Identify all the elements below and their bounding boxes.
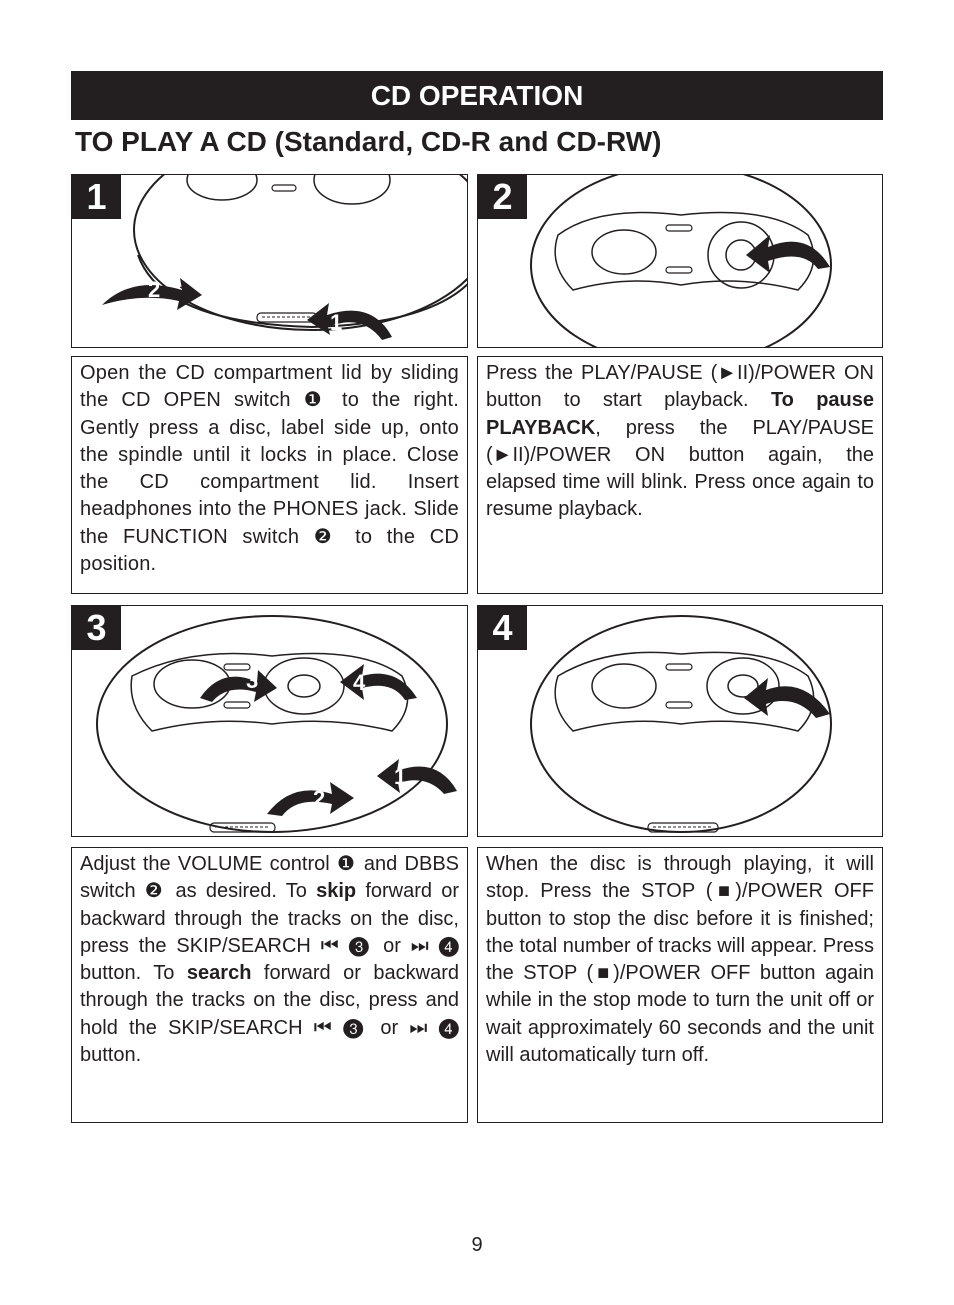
step-4-instructions: When the disc is through playing, it will stop. Press the STOP (■)/POWER OFF button to stop the disc before it is finished; the total number of tracks will appear. Press the STOP (■)/POWER OFF button again while in the stop mode to turn the unit off or wait approximately 60 seconds and the unit will automatically turn off. [477,847,883,1123]
step-number-badge: 4 [478,606,527,650]
step-number-badge: 1 [72,175,121,219]
stop-icon: ■ [593,962,614,985]
step-3-instructions: Adjust the VOLUME control ❶ and DBBS switch ❷ as desired. To skip forward or backward through the tracks on the disc, press the SKIP/SEARCH ⏮ ❸ or ⏭ ❹ button. To search forward or backward through the tracks on the disc, press and hold the SKIP/SEARCH ⏮ ❸ or ⏭ ❹ button. [71,847,468,1123]
circled-2-icon: ❷ [313,525,341,548]
cd-player-angled-drawing [72,606,468,837]
arrow-label-1: 1 [330,310,343,335]
arrow-label-1: 1 [394,764,407,789]
step-1-illustration [71,174,468,348]
circled-2-icon: ❷ [144,880,167,903]
arrow-label-2: 2 [313,786,326,811]
step-2-illustration [477,174,883,348]
circled-1-icon: ❶ [336,853,357,875]
page-number: 9 [471,1234,483,1256]
page-title: TO PLAY A CD (Standard, CD-R and CD-RW) [75,126,662,157]
skip-back-icon: ⏮ [320,934,339,957]
play-pause-icon: ►II [717,362,749,384]
section-banner: CD OPERATION [71,71,883,120]
cd-player-angled-drawing [478,606,883,837]
arrow-label-2: 2 [148,277,161,302]
stop-icon: ■ [712,880,736,903]
skip-forward-icon: ⏭ [410,934,429,957]
cd-player-top-drawing [478,175,883,348]
step-number-badge: 2 [478,175,527,219]
circled-1-icon: ❶ [303,389,330,412]
skip-back-icon: ⏮ [313,1016,332,1039]
step-3-illustration [71,605,468,837]
step-2-instructions: Press the PLAY/PAUSE (►II)/POWER ON button to start playback. To pause PLAYBACK, press the PLAY/PAUSE (►II)/POWER ON button again, the elapsed time will blink. Press once again to resume playback. [477,356,883,594]
arrow-label-4: 4 [353,670,366,695]
circled-4-icon: ❹ [438,934,459,957]
circled-3-icon: ❸ [343,1016,370,1039]
circled-4-icon: ❹ [438,1016,459,1039]
play-pause-icon: ►II [492,443,524,466]
arrow-label-3: 3 [246,668,259,693]
circled-3-icon: ❸ [348,934,374,957]
step-1-instructions: Open the CD compartment lid by sliding the CD OPEN switch ❶ to the right. Gently press a disc, label side up, onto the spindle until it locks in place. Close the CD compartment lid. Insert headphones into the PHONES jack. Slide the FUNCTION switch ❷ to the CD position. [71,356,468,594]
step-number-badge: 3 [72,606,121,650]
cd-player-side-drawing [72,175,468,348]
skip-forward-icon: ⏭ [409,1016,428,1039]
step-4-illustration [477,605,883,837]
